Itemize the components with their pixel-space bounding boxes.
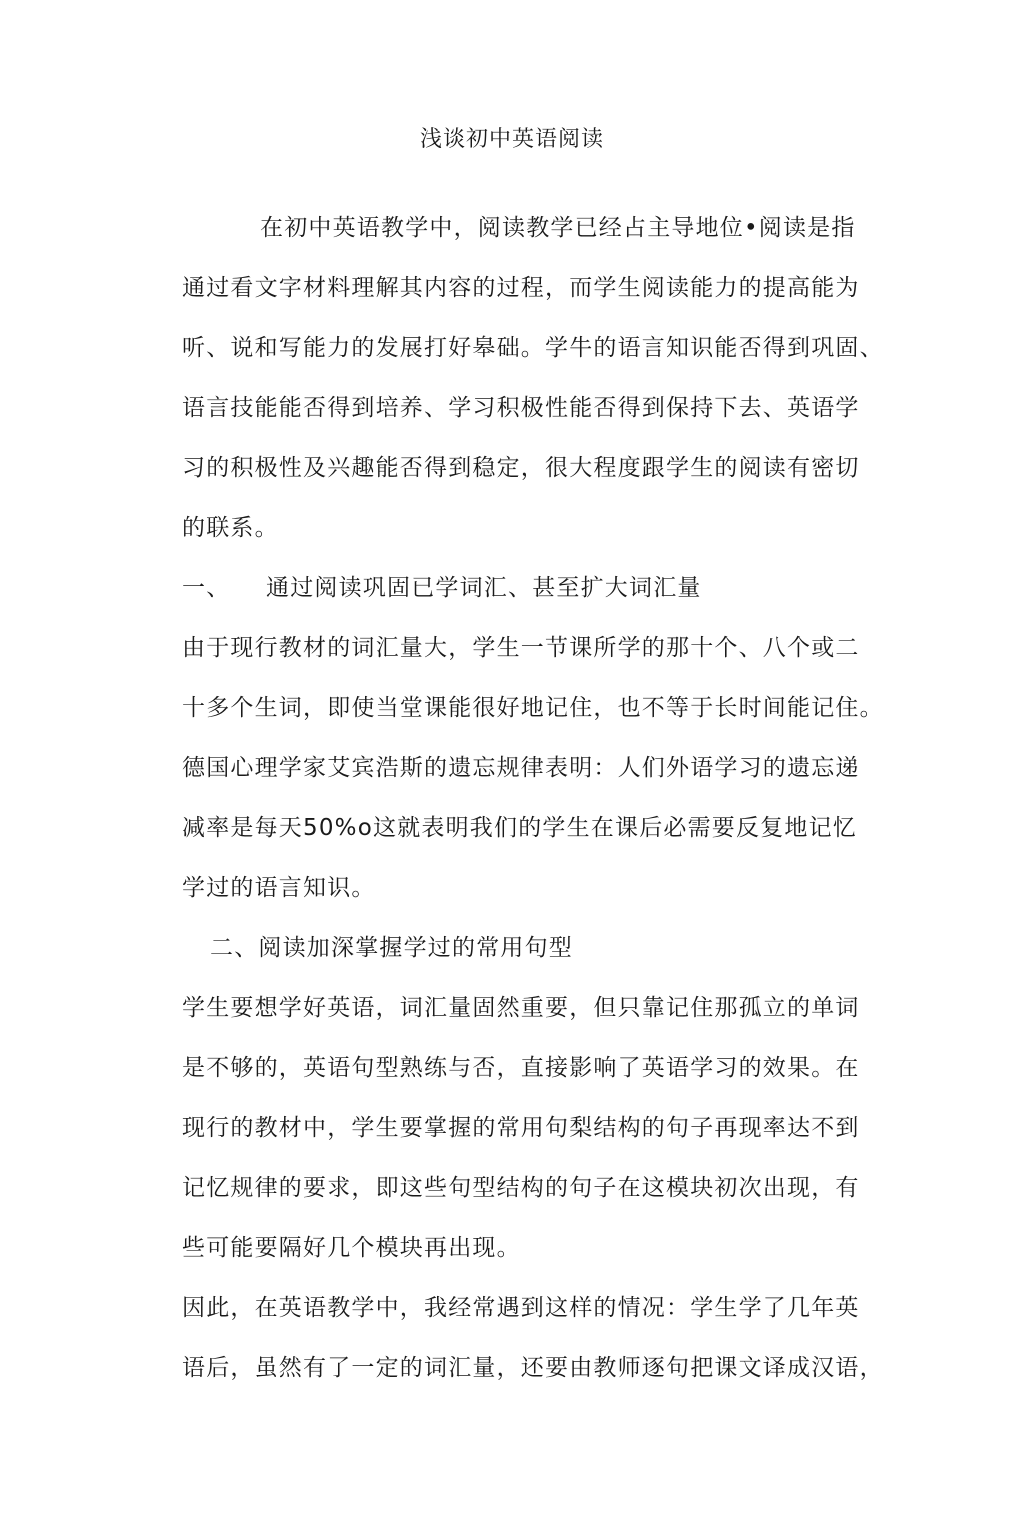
section1-line-5: 学过的语言知识。 xyxy=(182,875,376,901)
section2-line-3: 现行的教材中，学生要掌握的常用句梨结构的句子再现率达不到 xyxy=(182,1115,860,1141)
section2-line-2: 是不够的，英语句型熟练与否，直接影响了英语学习的效果。在 xyxy=(182,1055,860,1081)
section2-line-4: 记忆规律的要求，即这些句型结构的句子在这模块初次出现，有 xyxy=(182,1175,860,1201)
intro-line-2: 通过看文字材料理解其内容的过程，而学生阅读能力的提高能为 xyxy=(182,275,860,301)
section1-line-4-post: 这就表明我们的学生在课后必需要反复地记忆 xyxy=(373,815,857,841)
intro-line-5: 习的积极性及兴趣能否得到稳定，很大程度跟学生的阅读有密切 xyxy=(182,455,860,481)
section1-number: 一、 xyxy=(182,575,231,601)
intro-line-1: 在初中英语教学中，阅读教学已经占主导地位•阅读是指 xyxy=(260,215,856,241)
section1-line-1: 由于现行教材的词汇量大，学生一节课所学的那十个、八个或二 xyxy=(182,635,860,661)
section1-percentage: 50%o xyxy=(303,815,373,841)
section2-para2-line-2: 语后，虽然有了一定的词汇量，还要由教师逐句把课文译成汉语， xyxy=(182,1355,884,1381)
intro-line-6: 的联系。 xyxy=(182,515,279,541)
intro-line-4: 语言技能能否得到培养、学习积极性能否得到保持下去、英语学 xyxy=(182,395,860,421)
intro-line-3: 听、说和写能力的发展打好皋础。学牛的语言知识能否得到巩固、 xyxy=(182,335,884,361)
section1-line-4-pre: 减率是每天 xyxy=(182,815,303,841)
document-title: 浅谈初中英语阅读 xyxy=(419,127,604,152)
section1-line-2: 十多个生词，即使当堂课能很好地记住，也不等于长时间能记住。 xyxy=(182,695,884,721)
section1-line-4 xyxy=(182,810,862,846)
section2-para2-line-1: 因此，在英语教学中，我经常遇到这样的情况：学生学了几年英 xyxy=(182,1295,860,1321)
section1-heading xyxy=(182,570,862,606)
section2-line-1: 学生要想学好英语，词汇量固然重要，但只靠记住那孤立的单词 xyxy=(182,995,860,1021)
section1-line-3: 德国心理学家艾宾浩斯的遗忘规律表明：人们外语学习的遗忘递 xyxy=(182,755,860,781)
section2-heading: 二、阅读加深掌握学过的常用句型 xyxy=(210,935,573,961)
section2-line-5: 些可能要隔好几个模块再出现。 xyxy=(182,1235,521,1261)
section1-heading-text: 通过阅读巩固已学词汇、甚至扩大词汇量 xyxy=(266,575,702,601)
